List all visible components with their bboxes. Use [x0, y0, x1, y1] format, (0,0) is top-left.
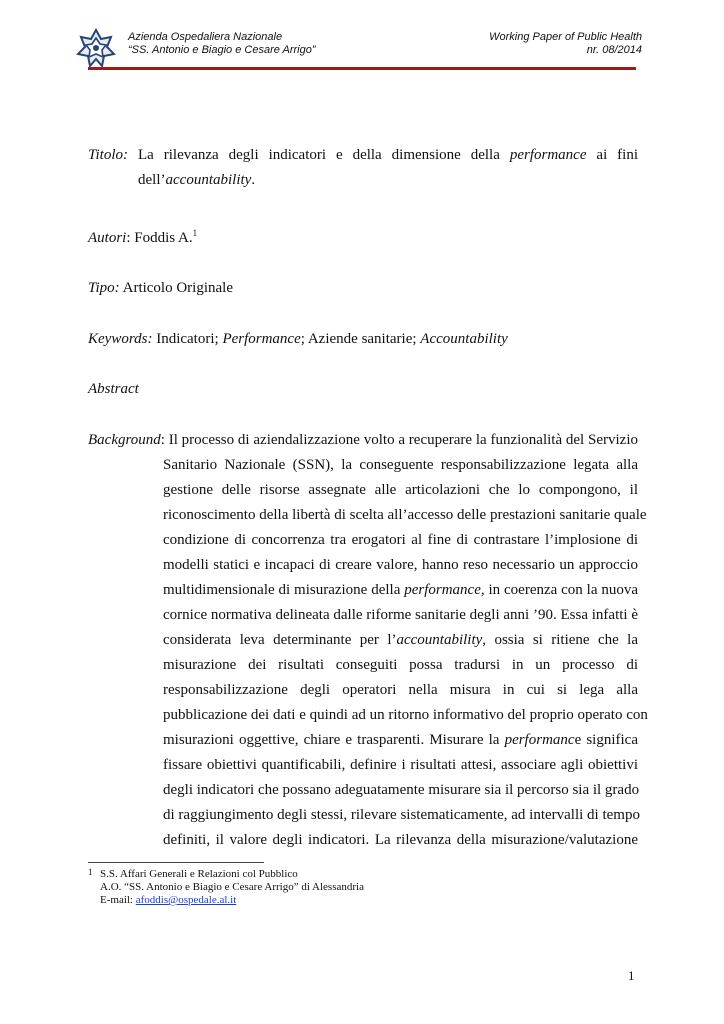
keyword-3: ; Aziende sanitarie; [300, 331, 421, 347]
title-text-b: performance [509, 147, 587, 163]
authors-label: Autori [88, 230, 127, 246]
authors-footnote-ref: 1 [192, 228, 198, 238]
title-text-a: La rilevanza degli indicatori e della dimensione della [138, 147, 510, 163]
background-line-8a: considerata leva determinante per l’ [163, 632, 397, 648]
footnote-line1: S.S. Affari Generali e Relazioni col Pubblico [100, 868, 298, 880]
hospital-logo [76, 28, 116, 68]
abstract-heading [88, 377, 638, 402]
background-line-2: gestione delle risorse assegnate alle articolazioni che lo compongono, il [163, 482, 638, 498]
footnote-email-label: E-mail: [100, 894, 136, 906]
background-line-14: degli indicatori che possano adeguatamente misurare sia il percorso sia il grado [163, 782, 640, 798]
background-line-12c: e significa [574, 732, 638, 748]
background-line-12b: performanc [504, 732, 575, 748]
authors-value: : Foddis A. [126, 230, 193, 246]
background-line-7: cornice normativa delineata dalle riforme sanitarie degli anni ’90. Essa infatti è [163, 607, 638, 623]
keywords-label: Keywords: [88, 331, 153, 347]
keyword-2: Performance [222, 331, 301, 347]
title-line1 [138, 143, 638, 168]
background-line-12a: misurazioni oggettive, chiare e trasparenti. Misurare la [163, 732, 505, 748]
type-value: Articolo Originale [119, 280, 233, 296]
authors-line [88, 226, 638, 251]
title-label: Titolo: [88, 147, 129, 163]
background-line-5: modelli statici e incapaci di creare valore, hanno reso necessario un approccio [163, 557, 638, 573]
background-line-4: condizione di concorrenza tra erogatori al fine di contrastare l’implosione di [163, 532, 638, 548]
title-text-c: ai fini [586, 147, 639, 163]
type-line [88, 276, 638, 301]
header-org-line1: Azienda Ospedaliera Nazionale [128, 31, 283, 43]
footnote-line2: A.O. “SS. Antonio e Biagio e Cesare Arrigo” di Alessandria [100, 881, 364, 893]
abstract-label: Abstract [88, 381, 139, 397]
header-organization [128, 31, 316, 57]
header-series-line1: Working Paper of Public Health [489, 31, 642, 43]
background-line-6c: in coerenza con la nuova [484, 582, 639, 598]
background-first-line [88, 428, 638, 453]
background-paragraph [163, 453, 648, 853]
background-line-9: misurazione dei risultati conseguiti possa tradursi in un processo di [163, 657, 638, 673]
background-line-8 [163, 628, 638, 653]
background-line-11: pubblicazione dei dati e quindi ad un ritorno informativo del proprio operato con [163, 707, 648, 723]
title-line2 [138, 168, 255, 193]
footnote-body [100, 868, 364, 907]
background-line-1: Sanitario Nazionale (SSN), la conseguente responsabilizzazione legata alla [163, 457, 638, 473]
background-line-8c: , ossia si ritiene che la [482, 632, 638, 648]
footnote-email-line [100, 894, 364, 907]
keywords-line [88, 327, 638, 352]
header-org-line2: “SS. Antonio e Biagio e Cesare Arrigo” [128, 44, 316, 56]
header-rule [88, 67, 636, 70]
keyword-1: Indicatori; [152, 331, 223, 347]
footnote-email-link[interactable]: afoddis@ospedale.al.it [135, 894, 237, 906]
background-line-6b: performance, [404, 582, 485, 598]
title-text-d: dell’ [138, 172, 166, 188]
background-line-15: di raggiungimento degli stessi, rilevare sistematicamente, ad intervalli di tempo [163, 807, 640, 823]
background-line-6 [163, 578, 638, 603]
keyword-4: Accountability [420, 331, 508, 347]
type-label: Tipo: [88, 280, 120, 296]
footnote-number: 1 [88, 867, 93, 877]
background-line-6a: multidimensionale di misurazione della [163, 582, 405, 598]
header-series-line2: nr. 08/2014 [586, 44, 642, 56]
title-text-f: . [251, 172, 256, 188]
background-line-3: riconoscimento della libertà di scelta all’accesso delle prestazioni sanitarie quale [163, 507, 647, 523]
background-line-8b: accountability [396, 632, 483, 648]
background-line-13: fissare obiettivi quantificabili, definire i risultati attesi, associare agli obiettivi [163, 757, 638, 773]
background-line-0: : Il processo di aziendalizzazione volto a recuperare la funzionalità del Servizio [160, 432, 638, 448]
page-number: 1 [628, 968, 635, 983]
title-text-e: accountability [165, 172, 252, 188]
header-series [489, 31, 642, 57]
background-line-12 [163, 728, 638, 753]
footnote-separator [88, 862, 264, 863]
background-label: Background [88, 432, 161, 448]
background-line-16: definiti, il valore degli indicatori. La rilevanza della misurazione/valutazione [163, 832, 638, 848]
background-line-10: responsabilizzazione degli operatori nella misura in cui si lega alla [163, 682, 638, 698]
